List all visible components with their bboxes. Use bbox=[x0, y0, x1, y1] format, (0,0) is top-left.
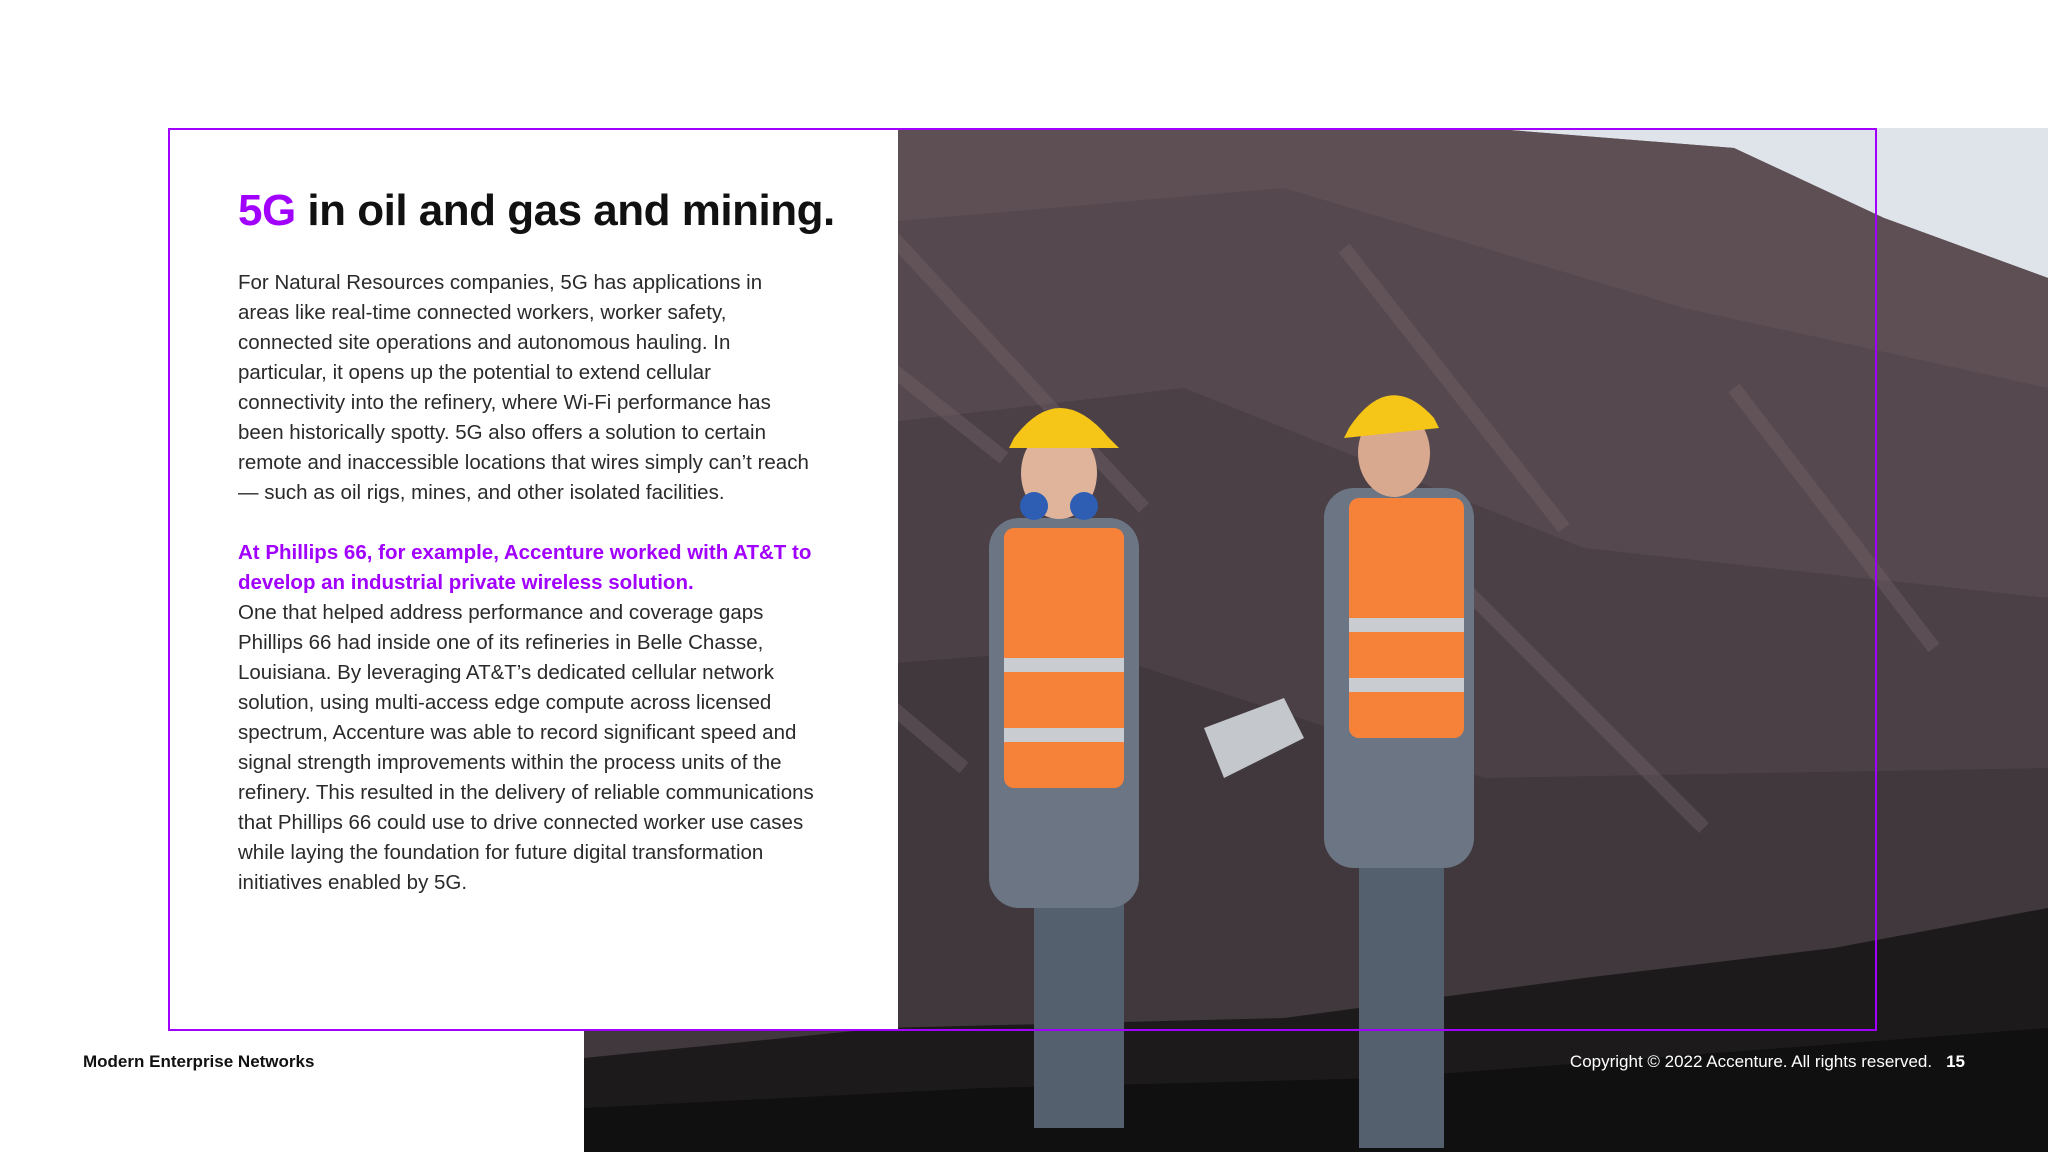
title-accent: 5G bbox=[238, 186, 296, 235]
case-study-text: One that helped address performance and coverage gaps Phillips 66 had inside one of its refineries in Belle Chasse, Louisiana. By leveraging AT&T’s dedicated cellular network solution, using multi-access edge compute across licensed spectrum, Accenture was able to record significant speed and signal strength improvements within the process units of the refinery. This resulted in the delivery of reliable communications that Phillips 66 could use to drive connected worker use cases while laying the foundation for future digital transformation initiatives enabled by 5G. bbox=[238, 601, 814, 894]
copyright-text: Copyright © 2022 Accenture. All rights reserved. bbox=[1569, 1052, 1933, 1071]
title-rest: in oil and gas and mining. bbox=[295, 186, 835, 235]
page-title bbox=[238, 186, 878, 236]
article-body bbox=[238, 268, 818, 898]
case-study-highlight: At Phillips 66, for example, Accenture worked with AT&T to develop an industrial private wireless solution. bbox=[238, 541, 812, 594]
page-number: 15 bbox=[1946, 1052, 1965, 1071]
footer-publication-title: Modern Enterprise Networks bbox=[83, 1052, 315, 1071]
intro-paragraph: For Natural Resources companies, 5G has applications in areas like real-time connected workers, worker safety, connected site operations and autonomous hauling. In particular, it opens up the potential to extend cellular connectivity into the refinery, where Wi-Fi performance has been historically spotty. 5G also offers a solution to certain remote and inaccessible locations that wires simply can’t reach — such as oil rigs, mines, and other isolated facilities. bbox=[238, 271, 809, 504]
case-study-paragraph bbox=[238, 538, 818, 898]
footer-copyright bbox=[1570, 1052, 1965, 1072]
